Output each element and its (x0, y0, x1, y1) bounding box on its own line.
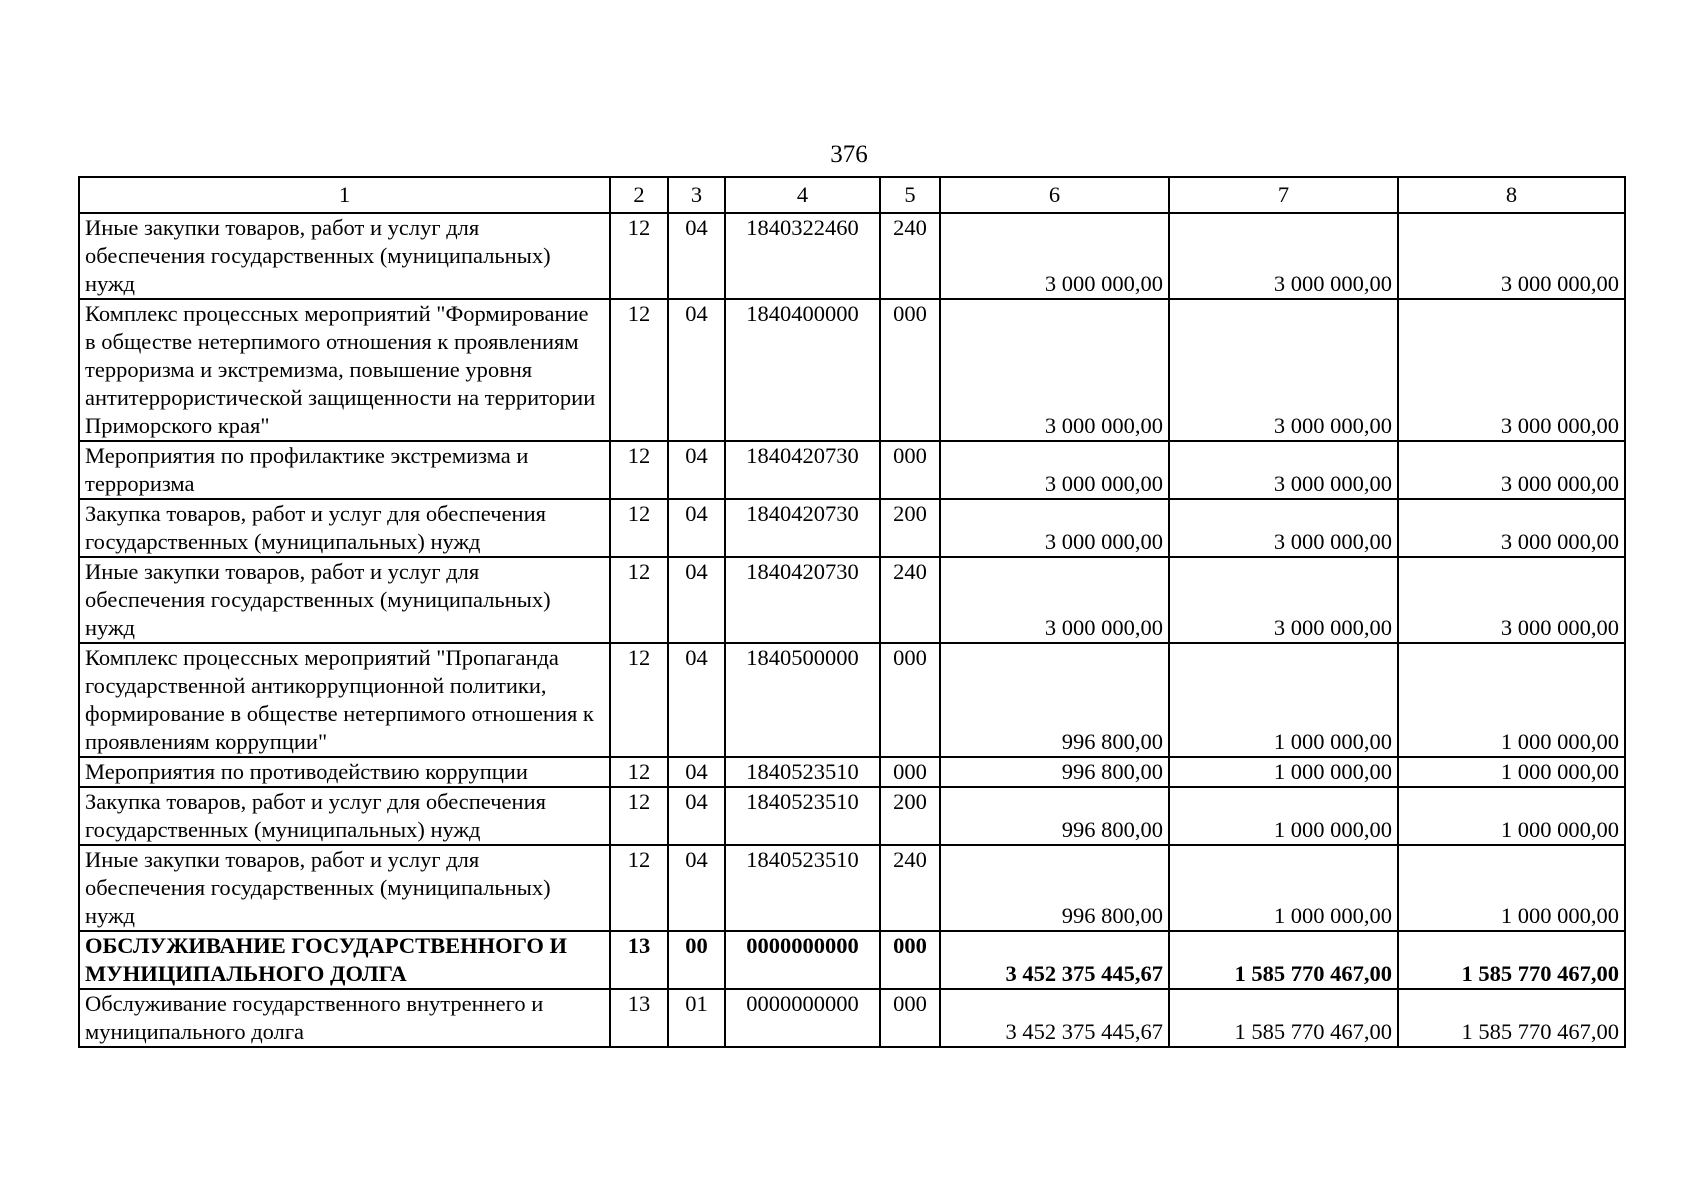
row-name: Комплекс процессных мероприятий "Пропаганда государственной антикоррупционной политики, формирование в обществе нетерпимого отношения к проявлениям коррупции" (79, 643, 610, 757)
row-subsection: 04 (668, 499, 725, 557)
row-amount-col8: 1 000 000,00 (1398, 757, 1625, 787)
column-header-1: 1 (79, 177, 610, 213)
row-section: 12 (610, 299, 668, 441)
row-subsection: 04 (668, 757, 725, 787)
table-row-section-total (79, 931, 1625, 989)
row-target-code: 0000000000 (725, 931, 880, 989)
row-target-code: 1840523510 (725, 757, 880, 787)
row-target-code: 0000000000 (725, 989, 880, 1047)
row-amount-col6: 3 000 000,00 (940, 299, 1169, 441)
row-amount-col8: 1 000 000,00 (1398, 643, 1625, 757)
row-amount-col8: 1 585 770 467,00 (1398, 931, 1625, 989)
row-amount-col7: 3 000 000,00 (1169, 441, 1398, 499)
row-subsection: 04 (668, 299, 725, 441)
row-amount-col7: 3 000 000,00 (1169, 499, 1398, 557)
row-expense-type: 240 (880, 213, 940, 299)
row-name: Иные закупки товаров, работ и услуг для обеспечения государственных (муниципальных) нужд (79, 213, 610, 299)
row-name: Закупка товаров, работ и услуг для обеспечения государственных (муниципальных) нужд (79, 499, 610, 557)
row-amount-col8: 3 000 000,00 (1398, 499, 1625, 557)
row-section: 12 (610, 845, 668, 931)
row-name: Иные закупки товаров, работ и услуг для обеспечения государственных (муниципальных) нужд (79, 557, 610, 643)
row-name: Мероприятия по противодействию коррупции (79, 757, 610, 787)
row-subsection: 04 (668, 441, 725, 499)
row-target-code: 1840420730 (725, 499, 880, 557)
row-amount-col6: 996 800,00 (940, 757, 1169, 787)
row-expense-type: 000 (880, 757, 940, 787)
column-header-3: 3 (668, 177, 725, 213)
row-amount-col6: 996 800,00 (940, 643, 1169, 757)
row-target-code: 1840322460 (725, 213, 880, 299)
row-amount-col6: 3 000 000,00 (940, 441, 1169, 499)
row-expense-type: 200 (880, 499, 940, 557)
row-name: ОБСЛУЖИВАНИЕ ГОСУДАРСТВЕННОГО И МУНИЦИПАЛЬНОГО ДОЛГА (79, 931, 610, 989)
row-amount-col6: 3 000 000,00 (940, 213, 1169, 299)
column-header-5: 5 (880, 177, 940, 213)
column-header-7: 7 (1169, 177, 1398, 213)
row-target-code: 1840523510 (725, 787, 880, 845)
row-section: 12 (610, 757, 668, 787)
row-subsection: 04 (668, 845, 725, 931)
row-section: 12 (610, 213, 668, 299)
row-amount-col7: 1 000 000,00 (1169, 643, 1398, 757)
row-section: 12 (610, 787, 668, 845)
page-number: 376 (830, 141, 868, 168)
row-amount-col7: 1 585 770 467,00 (1169, 931, 1398, 989)
column-header-6: 6 (940, 177, 1169, 213)
row-name: Закупка товаров, работ и услуг для обеспечения государственных (муниципальных) нужд (79, 787, 610, 845)
row-target-code: 1840420730 (725, 557, 880, 643)
row-section: 12 (610, 499, 668, 557)
row-name: Обслуживание государственного внутреннего и муниципального долга (79, 989, 610, 1047)
row-amount-col7: 1 000 000,00 (1169, 845, 1398, 931)
row-section: 12 (610, 441, 668, 499)
header-row (79, 177, 1625, 213)
row-expense-type: 200 (880, 787, 940, 845)
table-row (79, 441, 1625, 499)
column-header-2: 2 (610, 177, 668, 213)
row-section: 13 (610, 989, 668, 1047)
row-subsection: 04 (668, 787, 725, 845)
row-amount-col6: 3 000 000,00 (940, 499, 1169, 557)
row-expense-type: 240 (880, 845, 940, 931)
row-amount-col7: 1 000 000,00 (1169, 787, 1398, 845)
row-amount-col8: 3 000 000,00 (1398, 441, 1625, 499)
row-amount-col6: 996 800,00 (940, 845, 1169, 931)
table-row (79, 787, 1625, 845)
row-amount-col7: 3 000 000,00 (1169, 213, 1398, 299)
table-row (79, 989, 1625, 1047)
row-target-code: 1840500000 (725, 643, 880, 757)
row-section: 13 (610, 931, 668, 989)
row-expense-type: 000 (880, 643, 940, 757)
row-target-code: 1840523510 (725, 845, 880, 931)
row-amount-col8: 1 585 770 467,00 (1398, 989, 1625, 1047)
row-expense-type: 240 (880, 557, 940, 643)
row-section: 12 (610, 643, 668, 757)
row-amount-col7: 1 585 770 467,00 (1169, 989, 1398, 1047)
row-amount-col6: 996 800,00 (940, 787, 1169, 845)
row-target-code: 1840400000 (725, 299, 880, 441)
table-body (79, 177, 1625, 1047)
row-amount-col7: 3 000 000,00 (1169, 299, 1398, 441)
table-row (79, 757, 1625, 787)
table-row (79, 643, 1625, 757)
row-amount-col8: 3 000 000,00 (1398, 213, 1625, 299)
row-expense-type: 000 (880, 441, 940, 499)
row-subsection: 04 (668, 557, 725, 643)
column-header-8: 8 (1398, 177, 1625, 213)
table-row (79, 557, 1625, 643)
row-amount-col7: 1 000 000,00 (1169, 757, 1398, 787)
row-amount-col6: 3 452 375 445,67 (940, 931, 1169, 989)
table-row (79, 299, 1625, 441)
row-subsection: 01 (668, 989, 725, 1047)
row-subsection: 04 (668, 643, 725, 757)
row-expense-type: 000 (880, 989, 940, 1047)
row-subsection: 04 (668, 213, 725, 299)
row-target-code: 1840420730 (725, 441, 880, 499)
table-row (79, 213, 1625, 299)
row-name: Мероприятия по профилактике экстремизма и терроризма (79, 441, 610, 499)
column-header-4: 4 (725, 177, 880, 213)
row-amount-col6: 3 452 375 445,67 (940, 989, 1169, 1047)
row-subsection: 00 (668, 931, 725, 989)
row-amount-col8: 1 000 000,00 (1398, 787, 1625, 845)
row-expense-type: 000 (880, 931, 940, 989)
table-row (79, 845, 1625, 931)
table-row (79, 499, 1625, 557)
row-amount-col7: 3 000 000,00 (1169, 557, 1398, 643)
row-amount-col8: 3 000 000,00 (1398, 557, 1625, 643)
row-amount-col8: 3 000 000,00 (1398, 299, 1625, 441)
row-name: Комплекс процессных мероприятий "Формирование в обществе нетерпимого отношения к проявлениям терроризма и экстремизма, повышение уровня антитеррористической защищенности на территории Приморского края" (79, 299, 610, 441)
row-expense-type: 000 (880, 299, 940, 441)
row-name: Иные закупки товаров, работ и услуг для обеспечения государственных (муниципальных) нужд (79, 845, 610, 931)
budget-table (78, 176, 1626, 1048)
row-section: 12 (610, 557, 668, 643)
row-amount-col8: 1 000 000,00 (1398, 845, 1625, 931)
row-amount-col6: 3 000 000,00 (940, 557, 1169, 643)
